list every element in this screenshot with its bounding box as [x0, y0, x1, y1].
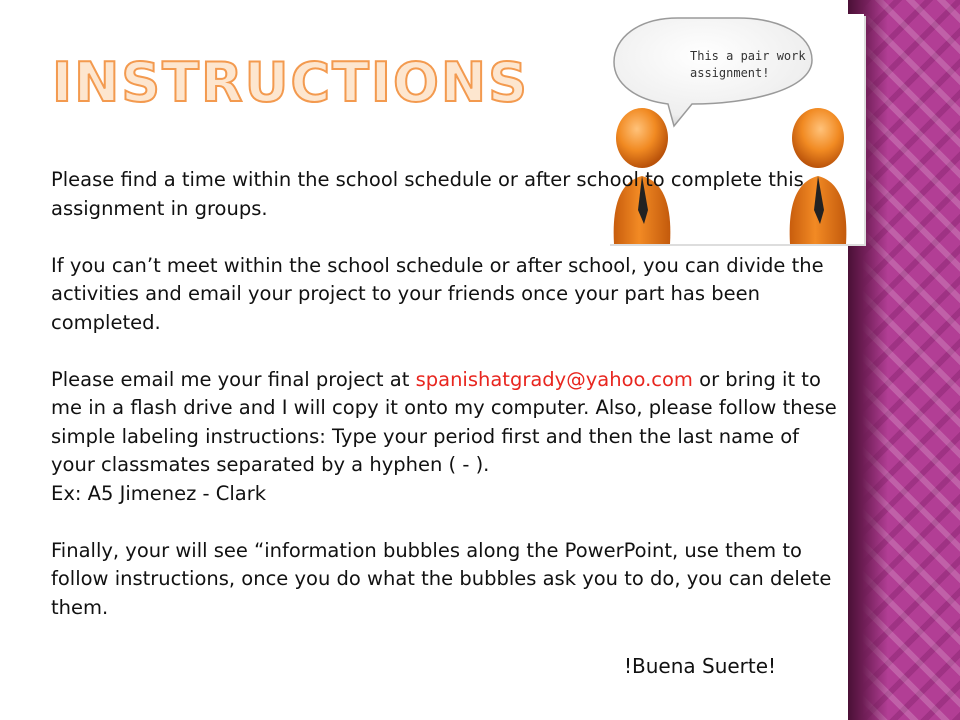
paragraph-email-project	[51, 366, 846, 480]
speech-bubble-text: This a pair work assignment!	[690, 49, 806, 80]
labeling-instructions-text: or bring it to me in a flash drive and I will copy it onto my computer. Also, please follow these simple labeling instructions: Type your period first and then the last name of your classmates separated by a hyphen ( - ).	[51, 367, 837, 476]
teacher-email-link[interactable]: spanishatgrady@yahoo.com	[415, 367, 693, 391]
paragraph-information-bubbles: Finally, your will see “information bubbles along the PowerPoint, use them to follow instructions, once you do what the bubbles ask you to do, you can delete them.	[51, 538, 832, 619]
decorative-side-band	[848, 0, 960, 720]
labeling-example: Ex: A5 Jimenez - Clark	[51, 481, 267, 505]
paragraph-schedule: Please find a time within the school schedule or after school to complete this assignment in groups.	[51, 168, 804, 220]
instructions-body	[51, 166, 846, 622]
slide-title: INSTRUCTIONS	[52, 51, 529, 114]
closing-text: !Buena Suerte!	[624, 654, 777, 678]
email-intro-text: Please email me your final project at	[51, 367, 416, 391]
paragraph-cannot-meet: If you can’t meet within the school schedule or after school, you can divide the activities and email your project to your friends once your part has been completed.	[51, 253, 824, 334]
